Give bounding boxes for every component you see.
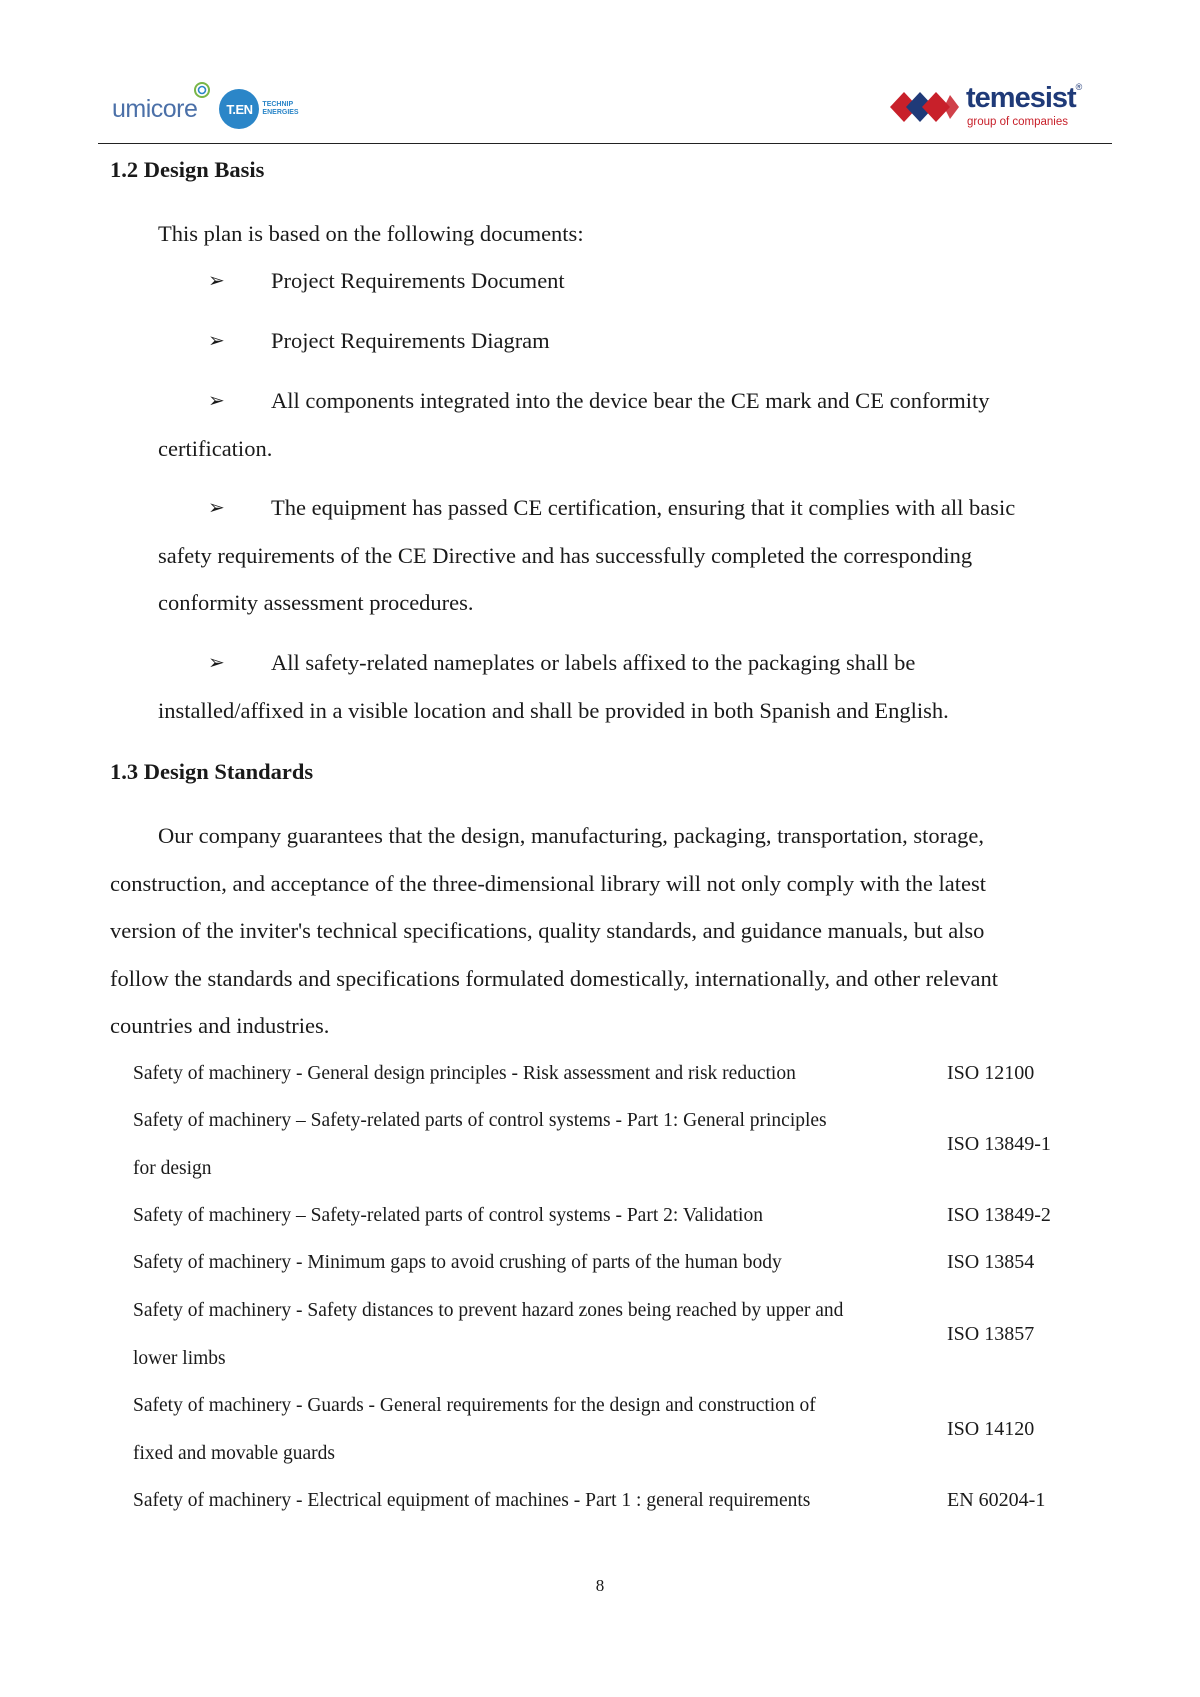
table-row	[133, 1477, 1103, 1524]
standard-code: ISO 12100	[947, 1062, 1035, 1084]
arrow-bullet-icon: ➢	[208, 495, 225, 519]
ten-logo	[219, 89, 259, 129]
list-item-text: Project Requirements Diagram	[271, 328, 550, 353]
table-row	[133, 1287, 1103, 1382]
temesist-logo	[888, 84, 1088, 134]
temesist-tagline: group of companies	[967, 116, 1069, 128]
table-row	[133, 1097, 1103, 1192]
technip-energies-text: TECHNIP ENERGIES	[262, 101, 299, 116]
standard-code: ISO 13854	[947, 1251, 1035, 1273]
standard-description: Safety of machinery - General design principles - Risk assessment and risk reduction	[133, 1063, 796, 1084]
paragraph-line: version of the inviter's technical specifications, quality standards, and guidance manuals, but also	[110, 918, 985, 943]
partner-logos	[112, 84, 306, 134]
umicore-swirl-icon	[193, 81, 211, 99]
design-basis-intro: This plan is based on the following documents:	[158, 221, 584, 246]
umicore-logo	[112, 95, 197, 124]
standard-description: Safety of machinery - Guards - General requirements for the design and construction of fixed and movable guards	[133, 1395, 816, 1464]
table-row	[133, 1382, 1103, 1477]
table-row	[133, 1239, 1103, 1286]
standard-description: Safety of machinery - Minimum gaps to avoid crushing of parts of the human body	[133, 1252, 782, 1273]
paragraph-line: construction, and acceptance of the three-dimensional library will not only comply with the latest	[110, 870, 986, 896]
standard-description: Safety of machinery – Safety-related parts of control systems - Part 1: General principles for design	[133, 1110, 827, 1179]
standard-code: ISO 13849-2	[947, 1204, 1051, 1226]
paragraph-line: Our company guarantees that the design, manufacturing, packaging, transportation, storage,	[158, 823, 984, 848]
umicore-logo-text: umicore	[112, 94, 198, 123]
header-divider	[98, 143, 1112, 144]
temesist-name: temesist®	[966, 82, 1082, 114]
standard-description: Safety of machinery - Safety distances to prevent hazard zones being reached by upper and lower limbs	[133, 1300, 844, 1369]
list-item-text-continued: certification.	[158, 435, 273, 461]
paragraph-line: countries and industries.	[110, 1013, 330, 1038]
list-item-text: All safety-related nameplates or labels affixed to the packaging shall be	[271, 650, 916, 675]
arrow-bullet-icon: ➢	[208, 388, 225, 412]
arrow-bullet-icon: ➢	[208, 328, 225, 352]
standard-code: ISO 13849-1	[947, 1133, 1051, 1155]
page-header	[98, 78, 1112, 144]
paragraph-line: follow the standards and specifications formulated domestically, internationally, and other relevant	[110, 965, 999, 991]
section-heading-design-basis: 1.2 Design Basis	[110, 157, 265, 182]
list-item-text-continued: installed/affixed in a visible location and shall be provided in both Spanish and English.	[158, 697, 949, 723]
standard-code: EN 60204-1	[947, 1489, 1046, 1511]
standard-code: ISO 13857	[947, 1323, 1035, 1345]
page-number: 8	[595, 1576, 605, 1595]
section-heading-design-standards: 1.3 Design Standards	[110, 759, 314, 784]
table-row	[133, 1192, 1103, 1239]
design-standards-paragraph	[110, 812, 1100, 1050]
standard-description: Safety of machinery – Safety-related parts of control systems - Part 2: Validation	[133, 1205, 763, 1226]
list-item-text: All components integrated into the device bear the CE mark and CE conformity	[271, 388, 990, 413]
list-item-text: The equipment has passed CE certification, ensuring that it complies with all basic	[271, 495, 1016, 520]
temesist-diamonds-icon	[888, 86, 960, 132]
standard-code: ISO 14120	[947, 1418, 1035, 1440]
arrow-bullet-icon: ➢	[208, 268, 225, 292]
ten-logo-text: T.EN	[226, 101, 253, 117]
list-item-text: Project Requirements Document	[271, 268, 565, 293]
table-row	[133, 1050, 1103, 1097]
arrow-bullet-icon: ➢	[208, 650, 225, 674]
standard-description: Safety of machinery - Electrical equipment of machines - Part 1 : general requirements	[133, 1490, 811, 1511]
list-item-text-continued: conformity assessment procedures.	[158, 590, 474, 615]
list-item-text-continued: safety requirements of the CE Directive and has successfully completed the corresponding	[158, 542, 973, 568]
